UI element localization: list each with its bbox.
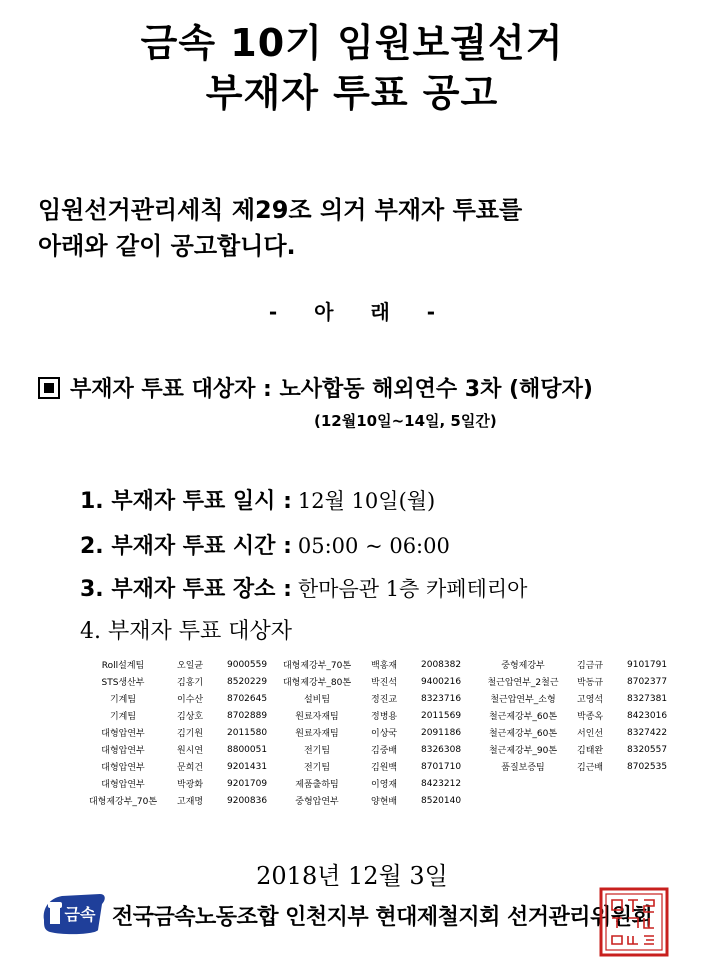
roster-row	[266, 690, 476, 707]
roster-name: 양현배	[371, 797, 398, 807]
roster-team: 대형압연부	[101, 746, 145, 756]
roster-employee-number: 8702645	[227, 693, 268, 704]
item-date-value: 12월 10일(월)	[297, 489, 436, 513]
roster-team: 품질보증팀	[501, 763, 545, 773]
notice-date: 2018년 12월 3일	[256, 862, 448, 890]
roster-name: 김원백	[371, 763, 398, 773]
roster-name: 김상호	[177, 712, 204, 722]
roster-employee-number: 8702377	[627, 676, 668, 687]
roster-team: Roll설계팀	[101, 661, 145, 671]
intro-line2: 아래와 같이 공고합니다.	[38, 232, 296, 260]
roster-employee-number: 2011580	[227, 727, 268, 738]
roster-name: 박광화	[177, 780, 204, 790]
roster-team: 전기팀	[303, 746, 331, 756]
roster-row	[266, 741, 476, 758]
target-period: (12월10일~14일, 5일간)	[314, 412, 497, 430]
item-place-label: 3. 부재자 투표 장소 :	[80, 577, 292, 602]
roster-team: 원료자재팀	[295, 729, 339, 739]
roster-team: 대형압연부	[101, 763, 145, 773]
roster-employee-number: 8520140	[421, 795, 462, 806]
roster-employee-number: 8800051	[227, 744, 268, 755]
item-place-value: 한마음관 1층 카페테리아	[297, 577, 528, 601]
item-voters: 4. 부재자 투표 대상자	[80, 619, 292, 644]
roster-name: 이상국	[371, 729, 398, 739]
item-time-value: 05:00 ~ 06:00	[297, 534, 450, 558]
roster-row	[472, 758, 682, 775]
roster-name: 정진교	[371, 695, 398, 705]
roster-row	[472, 724, 682, 741]
page-title-line2: 부재자 투표 공고	[205, 71, 499, 115]
item-date-label: 1. 부재자 투표 일시 :	[80, 489, 292, 514]
roster-employee-number: 9101791	[627, 659, 668, 670]
roster-row	[472, 707, 682, 724]
roster-name: 박동규	[577, 678, 604, 688]
roster-team: 대형압연부	[101, 729, 145, 739]
roster-employee-number: 8702889	[227, 710, 268, 721]
roster-employee-number: 8326308	[421, 744, 462, 755]
target-label: 부재자 투표 대상자 : 노사합동 해외연수 3차 (해당자)	[70, 377, 593, 402]
roster-name: 정병용	[371, 712, 398, 722]
roster-employee-number: 8320557	[627, 744, 668, 755]
roster-team: 대형압연부	[101, 780, 145, 790]
roster-team: 철근제강부_60톤	[488, 729, 558, 739]
roster-team: 전기팀	[303, 763, 331, 773]
roster-team: 설비팀	[303, 695, 331, 705]
intro-line1: 임원선거관리세칙 제29조 의거 부재자 투표를	[38, 196, 523, 224]
roster-row	[72, 673, 282, 690]
roster-row	[266, 656, 476, 673]
item-place	[80, 572, 527, 603]
roster-employee-number: 8702535	[627, 761, 668, 772]
roster-employee-number: 8423016	[627, 710, 668, 721]
roster-employee-number: 8520229	[227, 676, 268, 687]
item-time	[80, 529, 450, 560]
signature-organization: 전국금속노동조합 인천지부 현대제철지회 선거관리위원회	[112, 905, 653, 930]
roster-employee-number: 9201431	[227, 761, 268, 772]
roster-name: 박진석	[371, 678, 398, 688]
roster-row	[472, 690, 682, 707]
item-date	[80, 484, 435, 515]
roster-team: 대형제강부_70톤	[282, 661, 352, 671]
roster-name: 고영석	[577, 695, 604, 705]
roster-row	[472, 656, 682, 673]
target-heading	[38, 372, 593, 403]
roster-employee-number: 9200836	[227, 795, 268, 806]
roster-row	[266, 724, 476, 741]
roster-team: 제품출하팀	[295, 780, 339, 790]
roster-name: 문희건	[177, 763, 204, 773]
roster-name: 이영재	[371, 780, 398, 790]
roster-employee-number: 9201709	[227, 778, 268, 789]
roster-name: 김태완	[577, 746, 604, 756]
roster-team: 철근제강부_60톤	[488, 712, 558, 722]
roster-team: 기계팀	[109, 712, 137, 722]
roster-employee-number: 2091186	[421, 727, 462, 738]
roster-row	[266, 775, 476, 792]
roster-row	[72, 792, 282, 809]
union-logo	[36, 890, 108, 936]
roster-name: 이수산	[177, 695, 204, 705]
roster-team: 기계팀	[109, 695, 137, 705]
roster-team: 원료자재팀	[295, 712, 339, 722]
roster-name: 백홍재	[371, 661, 398, 671]
roster-employee-number: 8423212	[421, 778, 462, 789]
roster-employee-number: 2011569	[421, 710, 462, 721]
roster-employee-number: 9000559	[227, 659, 268, 670]
roster-name: 김금규	[577, 661, 604, 671]
page-title-line1: 금속 10기 임원보궐선거	[140, 21, 564, 65]
roster-employee-number: 8327381	[627, 693, 668, 704]
roster-name: 오일균	[177, 661, 204, 671]
item-time-label: 2. 부재자 투표 시간 :	[80, 534, 292, 559]
roster-row	[72, 775, 282, 792]
roster-name: 김기원	[177, 729, 204, 739]
roster-team: 철근압연부_소형	[490, 695, 556, 705]
roster-row	[72, 656, 282, 673]
roster-row	[472, 741, 682, 758]
roster-column-2	[266, 656, 476, 809]
roster-name: 김홍기	[177, 678, 204, 688]
roster-row	[72, 758, 282, 775]
roster-row	[72, 724, 282, 741]
roster-team: 철근제강부_90톤	[488, 746, 558, 756]
roster-team: 중형제강부	[501, 661, 545, 671]
roster-row	[72, 690, 282, 707]
roster-row	[266, 673, 476, 690]
roster-name: 서인선	[577, 729, 604, 739]
square-bullet-icon	[38, 377, 60, 399]
roster-name: 박종옥	[577, 712, 604, 722]
roster-employee-number: 2008382	[421, 659, 462, 670]
roster-team: 중형압연부	[295, 797, 339, 807]
roster-name: 원시연	[177, 746, 204, 756]
roster-employee-number: 8701710	[421, 761, 462, 772]
roster-employee-number: 8323716	[421, 693, 462, 704]
roster-column-3	[472, 656, 682, 775]
roster-team: 철근압연부_2철근	[487, 678, 559, 688]
roster-name: 고재명	[177, 797, 204, 807]
roster-row	[472, 673, 682, 690]
logo-text: 금속	[64, 905, 96, 924]
roster-name: 김근배	[577, 763, 604, 773]
roster-employee-number: 9400216	[421, 676, 462, 687]
roster-team: 대형제강부_80톤	[282, 678, 352, 688]
roster-row	[72, 741, 282, 758]
roster-team: 대형제강부_70톤	[88, 797, 158, 807]
roster-column-1	[72, 656, 282, 809]
roster-team: STS생산부	[101, 678, 145, 688]
roster-row	[266, 792, 476, 809]
roster-employee-number: 8327422	[627, 727, 668, 738]
roster-row	[266, 707, 476, 724]
section-heading: - 아 래 -	[268, 300, 436, 324]
roster-row	[72, 707, 282, 724]
roster-row	[266, 758, 476, 775]
official-seal-stamp	[598, 886, 670, 958]
roster-name: 김중배	[371, 746, 398, 756]
